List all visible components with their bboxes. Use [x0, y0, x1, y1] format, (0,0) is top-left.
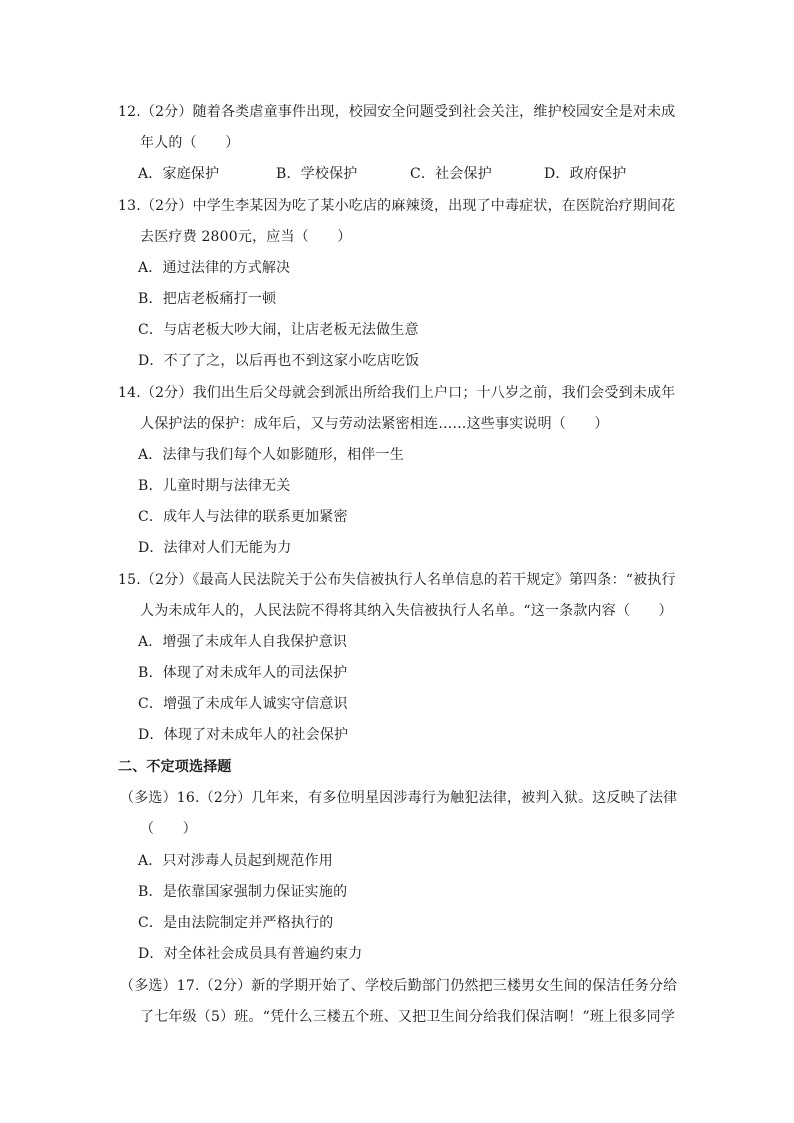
- question-15-option-c[interactable]: C．增强了未成年人诚实守信意识: [138, 696, 348, 712]
- question-15-option-b[interactable]: B．体现了对未成年人的司法保护: [138, 665, 348, 681]
- option-c[interactable]: C．社会保护: [410, 166, 492, 182]
- question-13-option-c[interactable]: C．与店老板大吵大闹，让店老板无法做生意: [138, 322, 419, 338]
- question-15-option-a[interactable]: A．增强了未成年人自我保护意识: [138, 634, 348, 650]
- question-14-option-a[interactable]: A．法律与我们每个人如影随形，相伴一生: [138, 447, 404, 463]
- question-15-stem-line1: 15.（2分）《最高人民法院关于公布失信被执行人名单信息的若干规定》第四条：“被执行: [118, 572, 676, 588]
- question-17-stem-line2: 了七年级（5）班。“凭什么三楼五个班、又把卫生间分给我们保洁啊！”班上很多同学: [140, 1009, 676, 1025]
- question-16-option-b[interactable]: B．是依靠国家强制力保证实施的: [138, 884, 348, 900]
- question-16-option-d[interactable]: D．对全体社会成员具有普遍约束力: [138, 946, 363, 962]
- question-12-stem-line2: 年人的（ ）: [140, 135, 240, 151]
- question-13-stem-line2: 去医疗费 2800元，应当（ ）: [140, 229, 352, 245]
- question-12-options: [138, 164, 626, 184]
- question-14-option-c[interactable]: C．成年人与法律的联系更加紧密: [138, 509, 348, 525]
- question-15-option-d[interactable]: D．体现了对未成年人的社会保护: [138, 727, 349, 743]
- question-14-option-b[interactable]: B．儿童时期与法律无关: [138, 478, 291, 494]
- question-16-stem-line1: （多选）16.（2分）几年来，有多位明星因涉毒行为触犯法律，被判入狱。这反映了法律: [120, 790, 678, 806]
- question-13-option-b[interactable]: B．把店老板痛打一顿: [138, 291, 277, 307]
- question-14-stem-line1: 14.（2分）我们出生后父母就会到派出所给我们上户口；十八岁之前，我们会受到未成年: [118, 385, 676, 401]
- question-16-option-c[interactable]: C．是由法院制定并严格执行的: [138, 915, 334, 931]
- option-d[interactable]: D．政府保护: [544, 166, 627, 182]
- option-b[interactable]: B．学校保护: [276, 166, 358, 182]
- question-16-stem-line2: （ ）: [140, 821, 197, 837]
- question-14-option-d[interactable]: D．法律对人们无能为力: [138, 540, 292, 556]
- section-title: 二、不定项选择题: [118, 759, 232, 775]
- question-16-option-a[interactable]: A．只对涉毒人员起到规范作用: [138, 853, 333, 869]
- question-17-stem-line1: （多选）17.（2分）新的学期开始了、学校后勤部门仍然把三楼男女生间的保洁任务分给: [120, 978, 678, 994]
- question-13-option-a[interactable]: A．通过法律的方式解决: [138, 260, 291, 276]
- option-a[interactable]: A．家庭保护: [138, 166, 220, 182]
- question-12-stem-line1: 12.（2分）随着各类虐童事件出现，校园安全问题受到社会关注，维护校园安全是对未成: [118, 104, 676, 120]
- question-13-option-d[interactable]: D．不了了之，以后再也不到这家小吃店吃饭: [138, 353, 420, 369]
- question-13-stem-line1: 13.（2分）中学生李某因为吃了某小吃店的麻辣烫，出现了中毒症状，在医院治疗期间花: [118, 198, 676, 214]
- question-15-stem-line2: 人为未成年人的，人民法院不得将其纳入失信被执行人名单。“这一条款内容（ ）: [140, 603, 673, 619]
- question-14-stem-line2: 人保护法的保护：成年后，又与劳动法紧密相连……这些事实说明（ ）: [140, 416, 609, 432]
